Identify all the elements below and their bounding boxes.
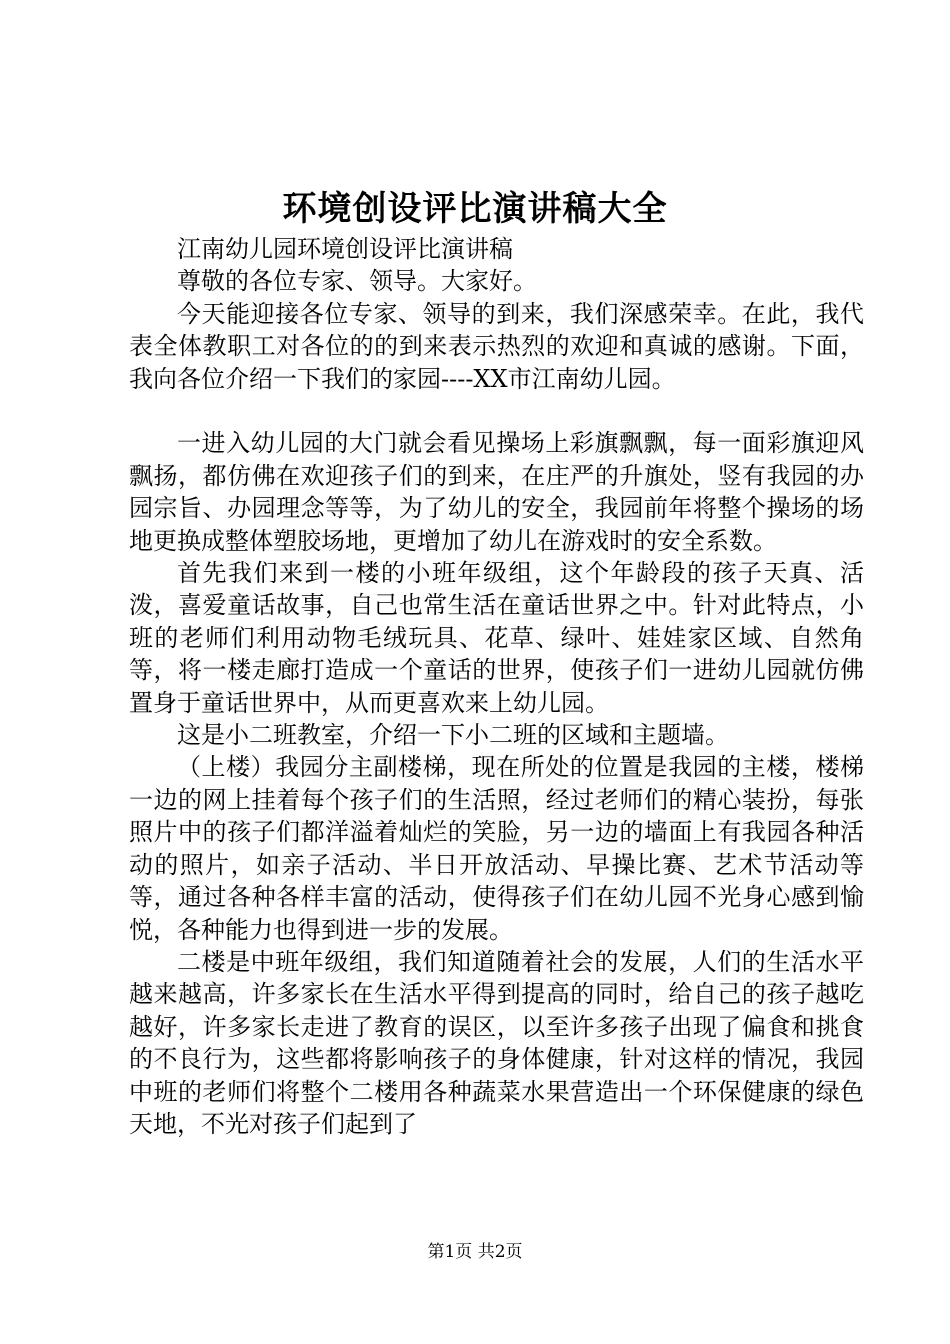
paragraph-subtitle: 江南幼儿园环境创设评比演讲稿 — [177, 235, 513, 263]
document-title: 环境创设评比演讲稿大全 — [282, 189, 668, 229]
paragraph-welcome: 今天能迎接各位专家、领导的到来，我们深感荣幸。在此，我代表全体教职工对各位的的到来表示热烈的欢迎和真诚的感谢。下面，我向各位介绍一下我们的家园----XX市江南幼儿园。 — [129, 299, 864, 393]
page-number-footer: 第1页 共2页 — [427, 1242, 523, 1262]
paragraph-first-floor: 首先我们来到一楼的小班年级组，这个年龄段的孩子天真、活泼，喜爱童话故事，自己也常生活在童话世界之中。针对此特点，小班的老师们利用动物毛绒玩具、花草、绿叶、娃娃家区域、自然角等，将一楼走廊打造成一个童话的世界，使孩子们一进幼儿园就仿佛置身于童话世界中，从而更喜欢来上幼儿园。 — [129, 559, 864, 717]
paragraph-spacer — [129, 395, 864, 427]
paragraph-stairs: （上楼）我园分主副楼梯，现在所处的位置是我园的主楼，楼梯一边的网上挂着每个孩子们的生活照，经过老师们的精心装扮，每张照片中的孩子们都洋溢着灿烂的笑脸，另一边的墙面上有我园各种活动的照片，如亲子活动、半日开放活动、早操比赛、艺术节活动等等，通过各种各样丰富的活动，使得孩子们在幼儿园不光身心感到愉悦，各种能力也得到进一步的发展。 — [129, 753, 864, 944]
document-body — [129, 233, 864, 1140]
paragraph-playground: 一进入幼儿园的大门就会看见操场上彩旗飘飘，每一面彩旗迎风飘扬，都仿佛在欢迎孩子们的到来，在庄严的升旗处，竖有我园的办园宗旨、办园理念等等，为了幼儿的安全，我园前年将整个操场的场地更换成整体塑胶场地，更增加了幼儿在游戏时的安全系数。 — [129, 429, 864, 555]
paragraph-greeting: 尊敬的各位专家、领导。大家好。 — [177, 267, 537, 296]
paragraph-second-floor: 二楼是中班年级组，我们知道随着社会的发展，人们的生活水平越来越高，许多家长在生活水平得到提高的同时，给自己的孩子越吃越好，许多家长走进了教育的误区，以至许多孩子出现了偏食和挑食的不良行为，这些都将影响孩子的身体健康，针对这样的情况，我园中班的老师们将整个二楼用各种蔬菜水果营造出一个环保健康的绿色天地，不光对孩子们起到了 — [129, 947, 864, 1138]
paragraph-classroom: 这是小二班教室，介绍一下小二班的区域和主题墙。 — [177, 721, 729, 750]
